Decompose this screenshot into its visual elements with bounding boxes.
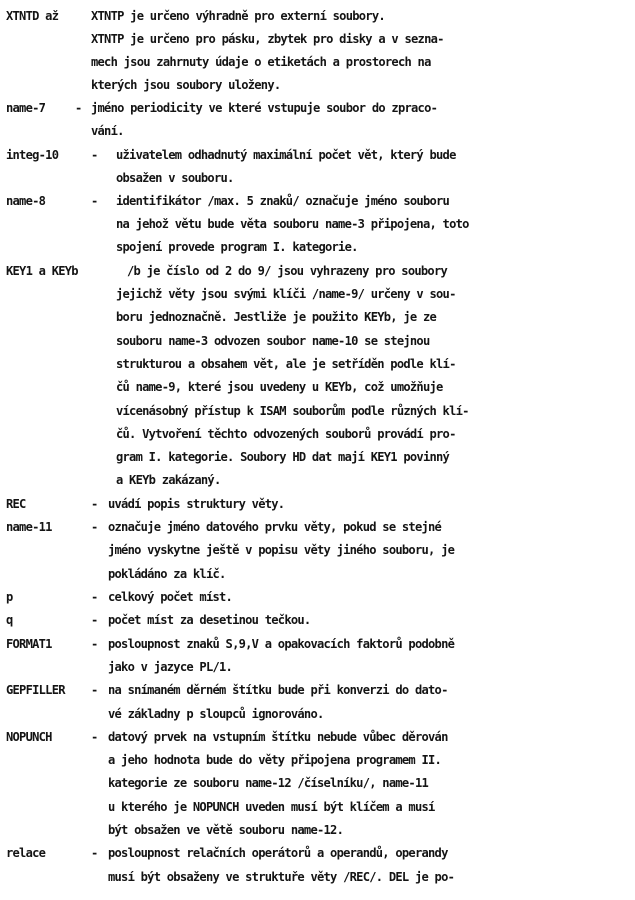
term-dash: - bbox=[91, 683, 98, 697]
term-dash: - bbox=[75, 101, 82, 115]
term-dash: - bbox=[91, 846, 98, 860]
definition-line: na jehož větu bude věta souboru name-3 připojena, toto bbox=[116, 217, 469, 231]
definition-line: mech jsou zahrnuty údaje o etiketách a prostorech na bbox=[91, 55, 431, 69]
term-integ-10: integ-10 bbox=[6, 148, 59, 162]
definition-line: jméno vyskytne ještě v popisu věty jiného souboru, je bbox=[108, 543, 455, 557]
definition-line: vícenásobný přístup k ISAM souborům podle různých klí- bbox=[116, 404, 469, 418]
term-rec: REC bbox=[6, 497, 26, 511]
definition-line: jako v jazyce PL/1. bbox=[108, 660, 233, 674]
definition-line: pokládáno za klíč. bbox=[108, 567, 226, 581]
definition-line: vání. bbox=[91, 124, 124, 138]
definition-line: XTNTP je určeno pro pásku, zbytek pro disky a v sezna- bbox=[91, 32, 444, 46]
term-name-7: name-7 bbox=[6, 101, 46, 115]
definition-line: kategorie ze souboru name-12 /číselníku/, name-11 bbox=[108, 776, 429, 790]
term-dash: - bbox=[91, 497, 98, 511]
definition-line: datový prvek na vstupním štítku nebude vůbec děrován bbox=[108, 730, 448, 744]
definition-line: posloupnost relačních operátorů a operandů, operandy bbox=[108, 846, 448, 860]
definition-line: spojení provede program I. kategorie. bbox=[116, 240, 358, 254]
term-name-11: name-11 bbox=[6, 520, 52, 534]
term-key1-keyb: KEY1 a KEYb bbox=[6, 264, 78, 278]
definition-line: uživatelem odhadnutý maximální počet vět, který bude bbox=[116, 148, 456, 162]
term-dash: - bbox=[91, 520, 98, 534]
definition-line: a jeho hodnota bude do věty připojena programem II. bbox=[108, 753, 442, 767]
definition-line: gram I. kategorie. Soubory HD dat mají KEY1 povinný bbox=[116, 450, 450, 464]
term-p: p bbox=[6, 590, 13, 604]
definition-line: čů. Vytvoření těchto odvozených souborů provádí pro- bbox=[116, 427, 456, 441]
definition-line: u kterého je NOPUNCH uveden musí být klíčem a musí bbox=[108, 800, 435, 814]
definition-line: posloupnost znaků S,9,V a opakovacích faktorů podobně bbox=[108, 637, 455, 651]
term-name-8: name-8 bbox=[6, 194, 46, 208]
term-dash: - bbox=[91, 730, 98, 744]
term-xtntd: XTNTD až bbox=[6, 9, 59, 23]
definition-line: identifikátor /max. 5 znaků/ označuje jméno souboru bbox=[116, 194, 450, 208]
term-gepfiller: GEPFILLER bbox=[6, 683, 65, 697]
definition-line: jméno periodicity ve které vstupuje soubor do zpraco- bbox=[91, 101, 438, 115]
definition-line: na snímaném děrném štítku bude při konverzi do dato- bbox=[108, 683, 448, 697]
term-relace: relace bbox=[6, 846, 46, 860]
definition-line: souboru name-3 odvozen soubor name-10 se stejnou bbox=[116, 334, 430, 348]
definition-line: strukturou a obsahem vět, ale je setříděn podle klí- bbox=[116, 357, 456, 371]
term-dash: - bbox=[91, 590, 98, 604]
term-format1: FORMAT1 bbox=[6, 637, 52, 651]
definition-line: obsažen v souboru. bbox=[116, 171, 234, 185]
definition-line: /b je číslo od 2 do 9/ jsou vyhrazeny pro soubory bbox=[127, 264, 448, 278]
definition-line: boru jednoznačně. Jestliže je použito KEYb, je ze bbox=[116, 310, 437, 324]
term-dash: - bbox=[91, 637, 98, 651]
definition-line: XTNTP je určeno výhradně pro externí soubory. bbox=[91, 9, 385, 23]
definition-line: jejichž věty jsou svými klíči /name-9/ určeny v sou- bbox=[116, 287, 456, 301]
term-nopunch: NOPUNCH bbox=[6, 730, 52, 744]
term-dash: - bbox=[91, 194, 98, 208]
definition-line: označuje jméno datového prvku věty, pokud se stejné bbox=[108, 520, 442, 534]
term-dash: - bbox=[91, 613, 98, 627]
definition-line: čů name-9, které jsou uvedeny u KEYb, což umožňuje bbox=[116, 380, 443, 394]
term-dash: - bbox=[91, 148, 98, 162]
definition-line: musí být obsaženy ve struktuře věty /REC/. DEL je po- bbox=[108, 870, 455, 884]
definition-line: být obsažen ve větě souboru name-12. bbox=[108, 823, 344, 837]
definition-line: uvádí popis struktury věty. bbox=[108, 497, 285, 511]
definition-line: a KEYb zakázaný. bbox=[116, 473, 221, 487]
definition-line: vé základny p sloupců ignorováno. bbox=[108, 707, 324, 721]
term-q: q bbox=[6, 613, 13, 627]
definition-line: počet míst za desetinou tečkou. bbox=[108, 613, 311, 627]
definition-line: kterých jsou soubory uloženy. bbox=[91, 78, 281, 92]
definition-line: celkový počet míst. bbox=[108, 590, 233, 604]
